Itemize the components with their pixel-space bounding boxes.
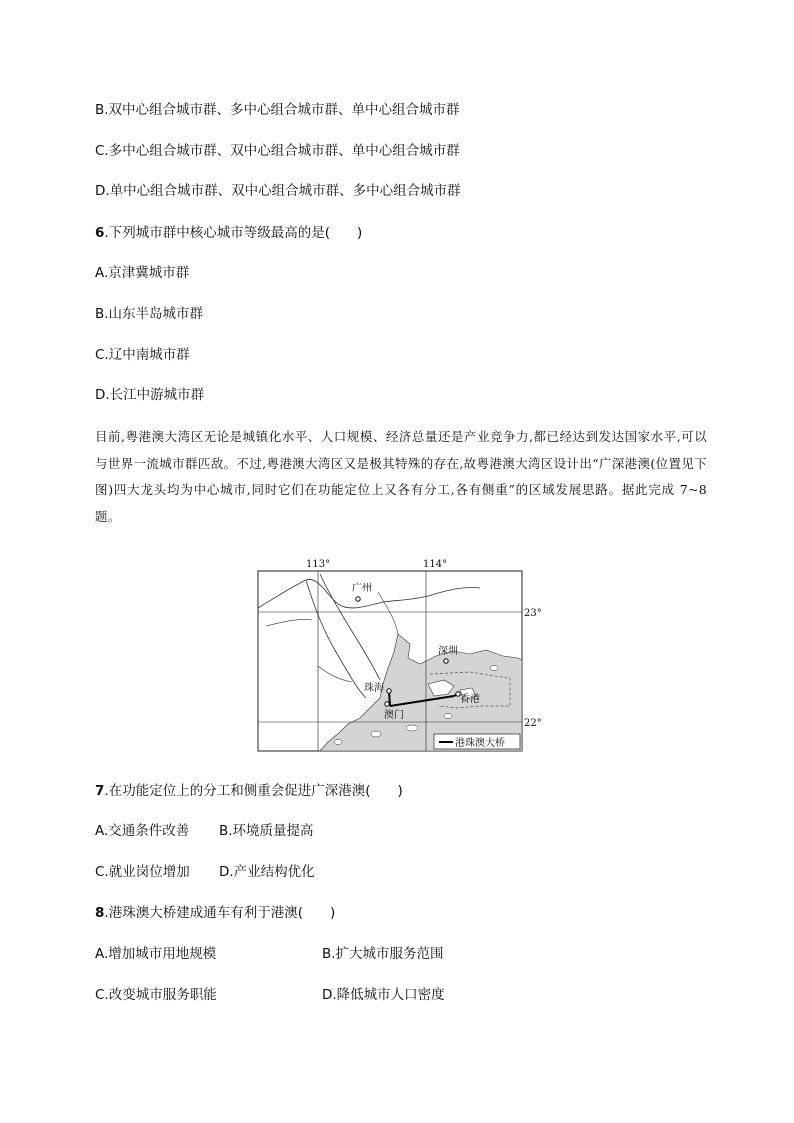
q6-option-b: B.山东半岛城市群 — [95, 306, 204, 322]
guangzhou-dot — [356, 597, 360, 601]
lat-label-22: 22° — [524, 718, 542, 729]
q8-option-a: A.增加城市用地规模 — [95, 946, 217, 962]
island — [371, 731, 381, 737]
q6-option-a: A.京津冀城市群 — [95, 265, 190, 281]
label-macau: 澳门 — [384, 710, 404, 721]
q7-option-b: B.环境质量提高 — [219, 823, 314, 839]
q7-option-d: D.产业结构优化 — [219, 864, 315, 880]
greater-bay-area-map — [248, 556, 542, 756]
reading-passage: 目前,粤港澳大湾区无论是城镇化水平、人口规模、经济总量还是产业竞争力,都已经达到发达国家水平,可以与世界一流城市群匹敌。不过,粤港澳大湾区又是极其特殊的存在,故粤港澳大湾区设计出“广深港澳(位置见下图)四大龙头均为中心城市,同时它们在功能定位上又各有分工,各有侧重”的区域发展思路。据此完成 7~8 题。 — [95, 429, 707, 524]
q6-stem — [95, 224, 362, 242]
shenzhen-dot — [444, 659, 448, 663]
label-zhuhai: 珠海 — [364, 683, 384, 694]
q7-stem-text: .在功能定位上的分工和侧重会促进广深港澳( ) — [104, 783, 403, 799]
island — [334, 740, 342, 745]
q8-number: 8 — [95, 905, 105, 921]
q7-number: 7 — [95, 783, 105, 799]
q7-stem — [95, 782, 403, 800]
label-shenzhen: 深圳 — [438, 646, 458, 657]
island — [490, 666, 498, 671]
q8-option-b: B.扩大城市服务范围 — [322, 946, 444, 962]
q5-option-b: B.双中心组合城市群、多中心组合城市群、单中心组合城市群 — [95, 102, 460, 118]
q6-stem-text: .下列城市群中核心城市等级最高的是( ) — [104, 225, 363, 241]
macau-dot — [385, 702, 389, 706]
island — [444, 714, 452, 719]
q6-number: 6 — [95, 225, 105, 241]
q5-option-c: C.多中心组合城市群、双中心组合城市群、单中心组合城市群 — [95, 143, 460, 159]
q8-stem — [95, 904, 335, 922]
lon-label-113: 113° — [306, 559, 331, 570]
island — [406, 725, 418, 731]
q6-option-c: C.辽中南城市群 — [95, 347, 190, 363]
label-hongkong: 香港 — [460, 694, 480, 705]
q5-option-d: D.单中心组合城市群、双中心组合城市群、多中心组合城市群 — [95, 183, 461, 199]
q8-option-d: D.降低城市人口密度 — [322, 987, 445, 1003]
q7-option-a: A.交通条件改善 — [95, 823, 190, 839]
q8-option-c: C.改变城市服务职能 — [95, 987, 217, 1003]
q8-stem-text: .港珠澳大桥建成通车有利于港澳( ) — [104, 905, 336, 921]
lat-label-23: 23° — [524, 608, 542, 619]
lon-label-114: 114° — [423, 559, 448, 570]
q6-option-d: D.长江中游城市群 — [95, 387, 205, 403]
label-guangzhou: 广州 — [352, 583, 372, 594]
q7-option-c: C.就业岗位增加 — [95, 864, 190, 880]
legend-label: 港珠澳大桥 — [455, 738, 505, 749]
zhuhai-dot — [387, 689, 391, 693]
